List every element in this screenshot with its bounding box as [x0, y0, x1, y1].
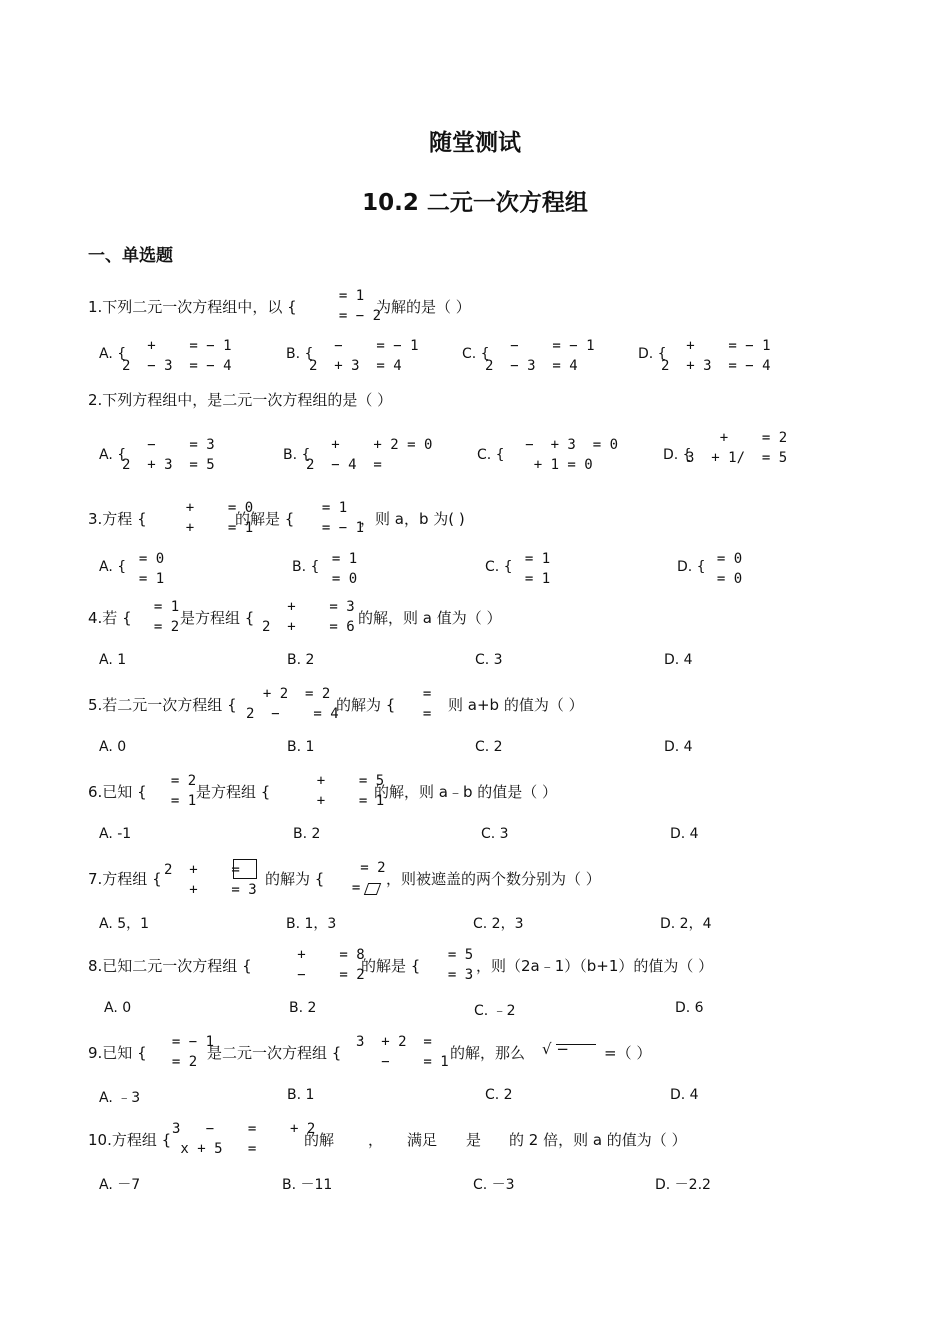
- q5-solution: = =: [422, 686, 432, 722]
- q7-option-a[interactable]: A. 5，1: [99, 916, 150, 932]
- q7-stem-c: ，则被遮盖的两个数分别为（ ）: [386, 870, 601, 888]
- q10-stem-a: 10.方程组 {: [88, 1131, 172, 1149]
- q1-option-a[interactable]: A. {: [99, 346, 127, 362]
- q6-stem-a: 6.已知 {: [88, 783, 147, 801]
- q10-option-a[interactable]: A. －7: [99, 1177, 141, 1193]
- q7-solution: = 2 =: [351, 860, 386, 896]
- q7-option-b[interactable]: B. 1，3: [286, 916, 337, 932]
- q8-option-a[interactable]: A. 0: [104, 1000, 132, 1016]
- q2-option-d[interactable]: D. {: [663, 447, 692, 463]
- q3-option-d-system: = 0 = 0: [716, 551, 743, 587]
- page-subtitle: 10.2 二元一次方程组: [362, 190, 588, 216]
- q5-stem-b: 的解为 {: [336, 696, 396, 714]
- q6-stem-c: 的解，则 a﹣b 的值是（ ）: [374, 783, 558, 801]
- q10-option-c[interactable]: C. －3: [473, 1177, 515, 1193]
- q6-system: = 2 = 1: [170, 773, 197, 809]
- q6-system-2: + = 5 + = 1: [316, 773, 385, 809]
- q3-solution: = 1 = − 1: [321, 500, 365, 536]
- q8-option-b[interactable]: B. 2: [289, 1000, 317, 1016]
- q2-option-d-system: + = 2 3 + 1/ = 5: [686, 430, 788, 466]
- q9-option-a[interactable]: A. ﹣3: [99, 1090, 141, 1106]
- q2-option-b[interactable]: B. {: [283, 447, 311, 463]
- q9-option-d[interactable]: D. 4: [670, 1087, 699, 1103]
- q8-stem-a: 8.已知二元一次方程组 {: [88, 957, 252, 975]
- q10-option-d[interactable]: D. －2.2: [655, 1177, 711, 1193]
- q8-stem-c: ，则（2a﹣1）（b+1）的值为（ ）: [476, 957, 714, 975]
- q7-option-c[interactable]: C. 2，3: [473, 916, 524, 932]
- q1-stem-b: 为解的是（ ）: [376, 298, 471, 316]
- q5-option-d[interactable]: D. 4: [664, 739, 693, 755]
- q6-stem-b: 是方程组 {: [196, 783, 271, 801]
- q5-option-b[interactable]: B. 1: [287, 739, 315, 755]
- q2-option-a-system: − = 3 2 + 3 = 5: [122, 437, 215, 473]
- q1-option-a-system: + = − 1 2 − 3 = − 4: [122, 338, 232, 374]
- q8-solution: = 5 = 3: [447, 947, 474, 983]
- q9-stem-b: 是二元一次方程组 {: [207, 1044, 342, 1062]
- q6-option-c[interactable]: C. 3: [481, 826, 509, 842]
- q1-stem-a: 1.下列二元一次方程组中，以 {: [88, 298, 297, 316]
- q5-option-a[interactable]: A. 0: [99, 739, 127, 755]
- q3-stem-c: ，则 a，b 为( ): [360, 510, 465, 528]
- q6-option-b[interactable]: B. 2: [293, 826, 321, 842]
- q3-stem-b: 的解是 {: [235, 510, 295, 528]
- q10-stem-f: 的 2 倍，则 a 的值为（ ）: [509, 1131, 687, 1149]
- q1-option-d-system: + = − 1 2 + 3 = − 4: [661, 338, 771, 374]
- q2-option-c[interactable]: C. {: [477, 447, 505, 463]
- q6-option-a[interactable]: A. -1: [99, 826, 132, 842]
- q1-option-d[interactable]: D. {: [638, 346, 667, 362]
- section-title: 一、单选题: [88, 246, 173, 266]
- q9-sqrt: √ −: [542, 1040, 569, 1058]
- q2-option-c-system: − + 3 = 0 + 1 = 0: [525, 437, 619, 473]
- q4-stem-a: 4.若 {: [88, 609, 132, 627]
- q10-stem-e: 是: [466, 1131, 482, 1149]
- q9-system: = − 1 = 2: [171, 1034, 215, 1070]
- q9-stem-a: 9.已知 {: [88, 1044, 147, 1062]
- q9-option-b[interactable]: B. 1: [287, 1087, 315, 1103]
- q1-option-b-system: − = − 1 2 + 3 = 4: [309, 338, 419, 374]
- q2-option-a[interactable]: A. {: [99, 447, 127, 463]
- q10-stem-c: ，: [368, 1131, 384, 1149]
- q10-option-b[interactable]: B. －11: [282, 1177, 333, 1193]
- q4-option-a[interactable]: A. 1: [99, 652, 127, 668]
- q3-option-c[interactable]: C. {: [485, 559, 513, 575]
- q4-option-c[interactable]: C. 3: [475, 652, 503, 668]
- q6-option-d[interactable]: D. 4: [670, 826, 699, 842]
- q5-option-c[interactable]: C. 2: [475, 739, 503, 755]
- q7-stem-b: 的解为 {: [265, 870, 325, 888]
- q7-stem-a: 7.方程组 {: [88, 870, 162, 888]
- q3-option-d[interactable]: D. {: [677, 559, 706, 575]
- q3-option-c-system: = 1 = 1: [524, 551, 551, 587]
- q3-system: + = 0 + = 1: [185, 500, 254, 536]
- q4-option-b[interactable]: B. 2: [287, 652, 315, 668]
- q1-system: = 1 = − 2: [338, 288, 382, 324]
- q8-option-c[interactable]: C. ﹣2: [474, 1003, 516, 1019]
- q7-system: 2 + = + = 3: [164, 862, 257, 898]
- q3-option-a[interactable]: A. {: [99, 559, 127, 575]
- q1-option-b[interactable]: B. {: [286, 346, 314, 362]
- q1-option-c-system: − = − 1 2 − 3 = 4: [485, 338, 595, 374]
- q4-option-d[interactable]: D. 4: [664, 652, 693, 668]
- q9-option-c[interactable]: C. 2: [485, 1087, 513, 1103]
- q3-option-b-system: = 1 = 0: [331, 551, 358, 587]
- q4-stem-c: 的解，则 a 值为（ ）: [358, 609, 502, 627]
- q3-option-a-system: = 0 = 1: [138, 551, 165, 587]
- q4-stem-b: 是方程组 {: [180, 609, 255, 627]
- q4-system: = 1 = 2: [153, 599, 180, 635]
- masked-box-icon: [233, 859, 257, 879]
- q9-system-2: 3 + 2 = − = 1: [356, 1034, 449, 1070]
- q7-option-d[interactable]: D. 2，4: [660, 916, 712, 932]
- q10-stem-d: 满足: [407, 1131, 438, 1149]
- q5-stem-c: 则 a+b 的值为（ ）: [448, 696, 584, 714]
- q8-system: + = 8 − = 2: [297, 947, 365, 983]
- q5-system: + 2 = 2 2 − = 4: [246, 686, 339, 722]
- q10-stem-b: 的解: [304, 1131, 335, 1149]
- q4-system-2: + = 3 2 + = 6: [262, 599, 355, 635]
- q9-stem-d: =（ ）: [604, 1044, 652, 1062]
- q9-stem-c: 的解，那么: [450, 1044, 526, 1062]
- q3-stem-a: 3.方程 {: [88, 510, 147, 528]
- q3-option-b[interactable]: B. {: [292, 559, 320, 575]
- q2-stem: 2.下列方程组中，是二元一次方程组的是（ ）: [88, 391, 393, 409]
- sqrt-bar: [556, 1044, 596, 1045]
- q8-option-d[interactable]: D. 6: [675, 1000, 704, 1016]
- q5-stem-a: 5.若二元一次方程组 {: [88, 696, 237, 714]
- q2-option-b-system: + + 2 = 0 2 − 4 =: [306, 437, 433, 473]
- q8-stem-b: 的解是 {: [361, 957, 421, 975]
- q1-option-c[interactable]: C. {: [462, 346, 490, 362]
- q10-system: 3 − = + 2 x + 5 =: [172, 1121, 316, 1157]
- page-title: 随堂测试: [429, 130, 521, 156]
